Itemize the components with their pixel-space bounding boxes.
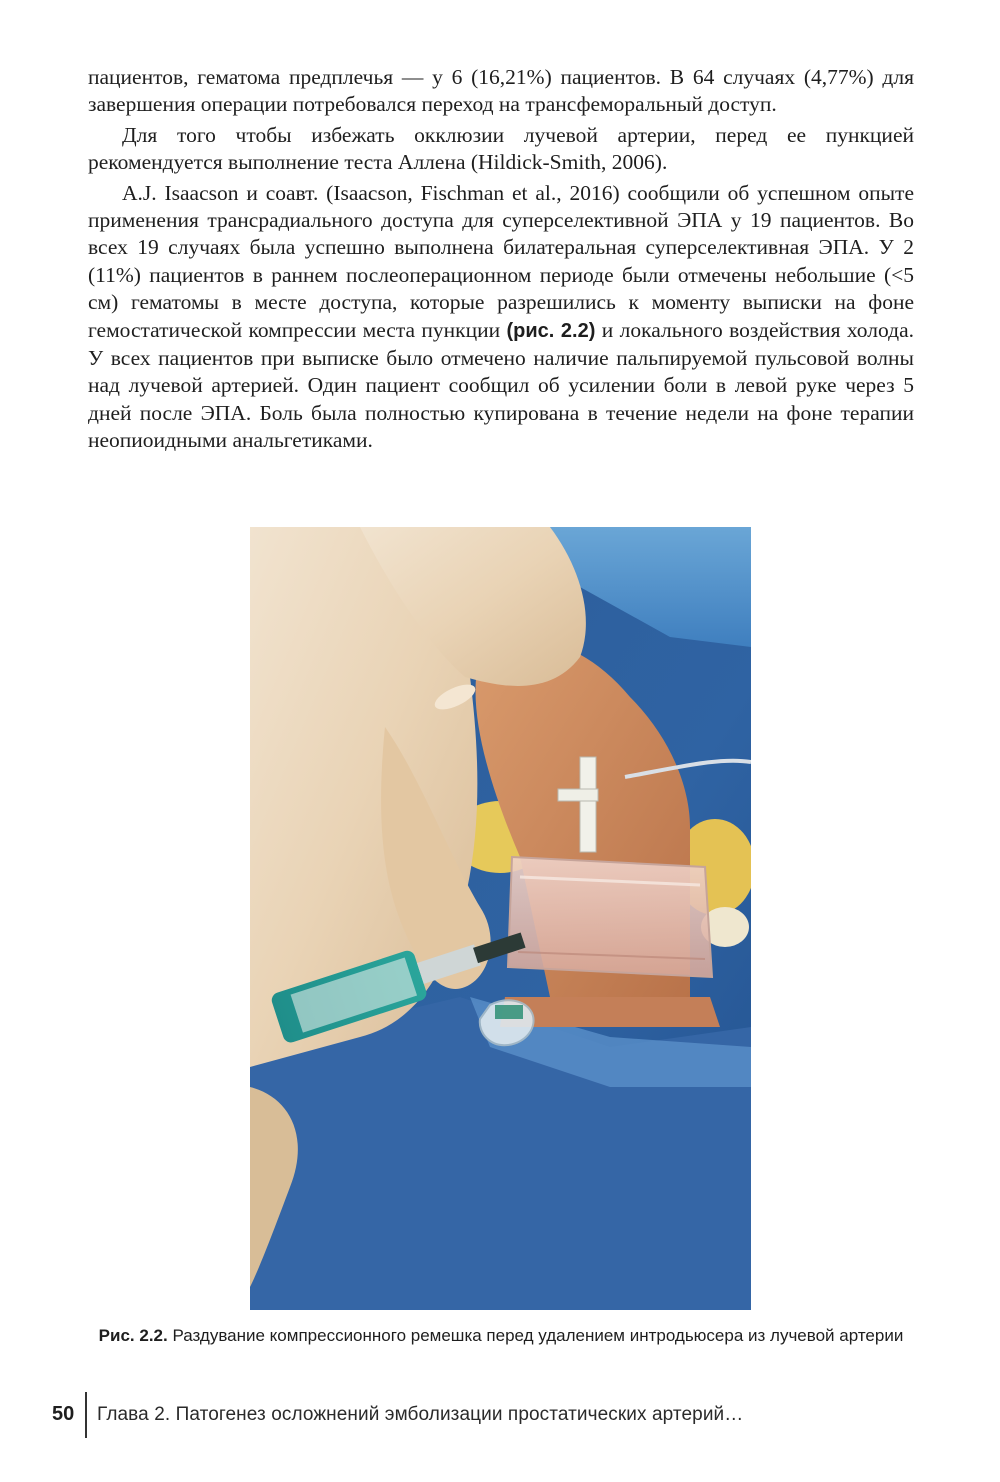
paragraph-3 <box>88 180 914 455</box>
paragraph-2: Для того чтобы избежать окклюзии лучевой артерии, перед ее пункцией рекомендуется выполнение теста Аллена (Hildick-Smith, 2006). <box>88 122 914 175</box>
figure-photo <box>250 527 751 1310</box>
body-text <box>88 64 914 458</box>
photo-illustration <box>250 527 751 1310</box>
figure-reference: (рис. 2.2) <box>506 319 596 342</box>
footer-divider <box>85 1392 87 1438</box>
page-footer <box>52 1392 932 1438</box>
paragraph-3-text-before: A.J. Isaacson и соавт. (Isaacson, Fischman et al., 2016) сообщили об успешном опыте применения трансрадиального доступа для суперселективной ЭПА у 19 пациентов. Во всех 19 случаях была успешно выполнена билатеральная суперселективная ЭПА. У 2 (11%) пациентов в раннем послеоперационном периоде были отмечены небольшие (<5 см) гематомы в месте доступа, которые разрешились к моменту выписки на фоне гемостатической компрессии места пункции <box>88 180 914 342</box>
figure-caption <box>88 1324 914 1347</box>
paragraph-1: пациентов, гематома предплечья — у 6 (16,21%) пациентов. В 64 случаях (4,77%) для завершения операции потребовался переход на трансфеморальный доступ. <box>88 65 914 117</box>
figure-caption-text: Раздувание компрессионного ремешка перед удалением интродьюсера из лучевой артерии <box>167 1326 904 1345</box>
running-head: Глава 2. Патогенез осложнений эмболизации простатических артерий… <box>97 1404 744 1425</box>
figure-label: Рис. 2.2. <box>98 1326 168 1345</box>
page-number: 50 <box>52 1403 75 1425</box>
paragraph-3-text-after: и локального воздействия холода. У всех пациентов при выписке было отмечено наличие пальпируемой пульсовой волны над лучевой артерией. Один пациент сообщил об усилении боли в левой руке через 5 дней после ЭПА. Боль была полностью купирована в течение недели на фоне терапии неопиоидными анальгетиками. <box>88 317 914 453</box>
